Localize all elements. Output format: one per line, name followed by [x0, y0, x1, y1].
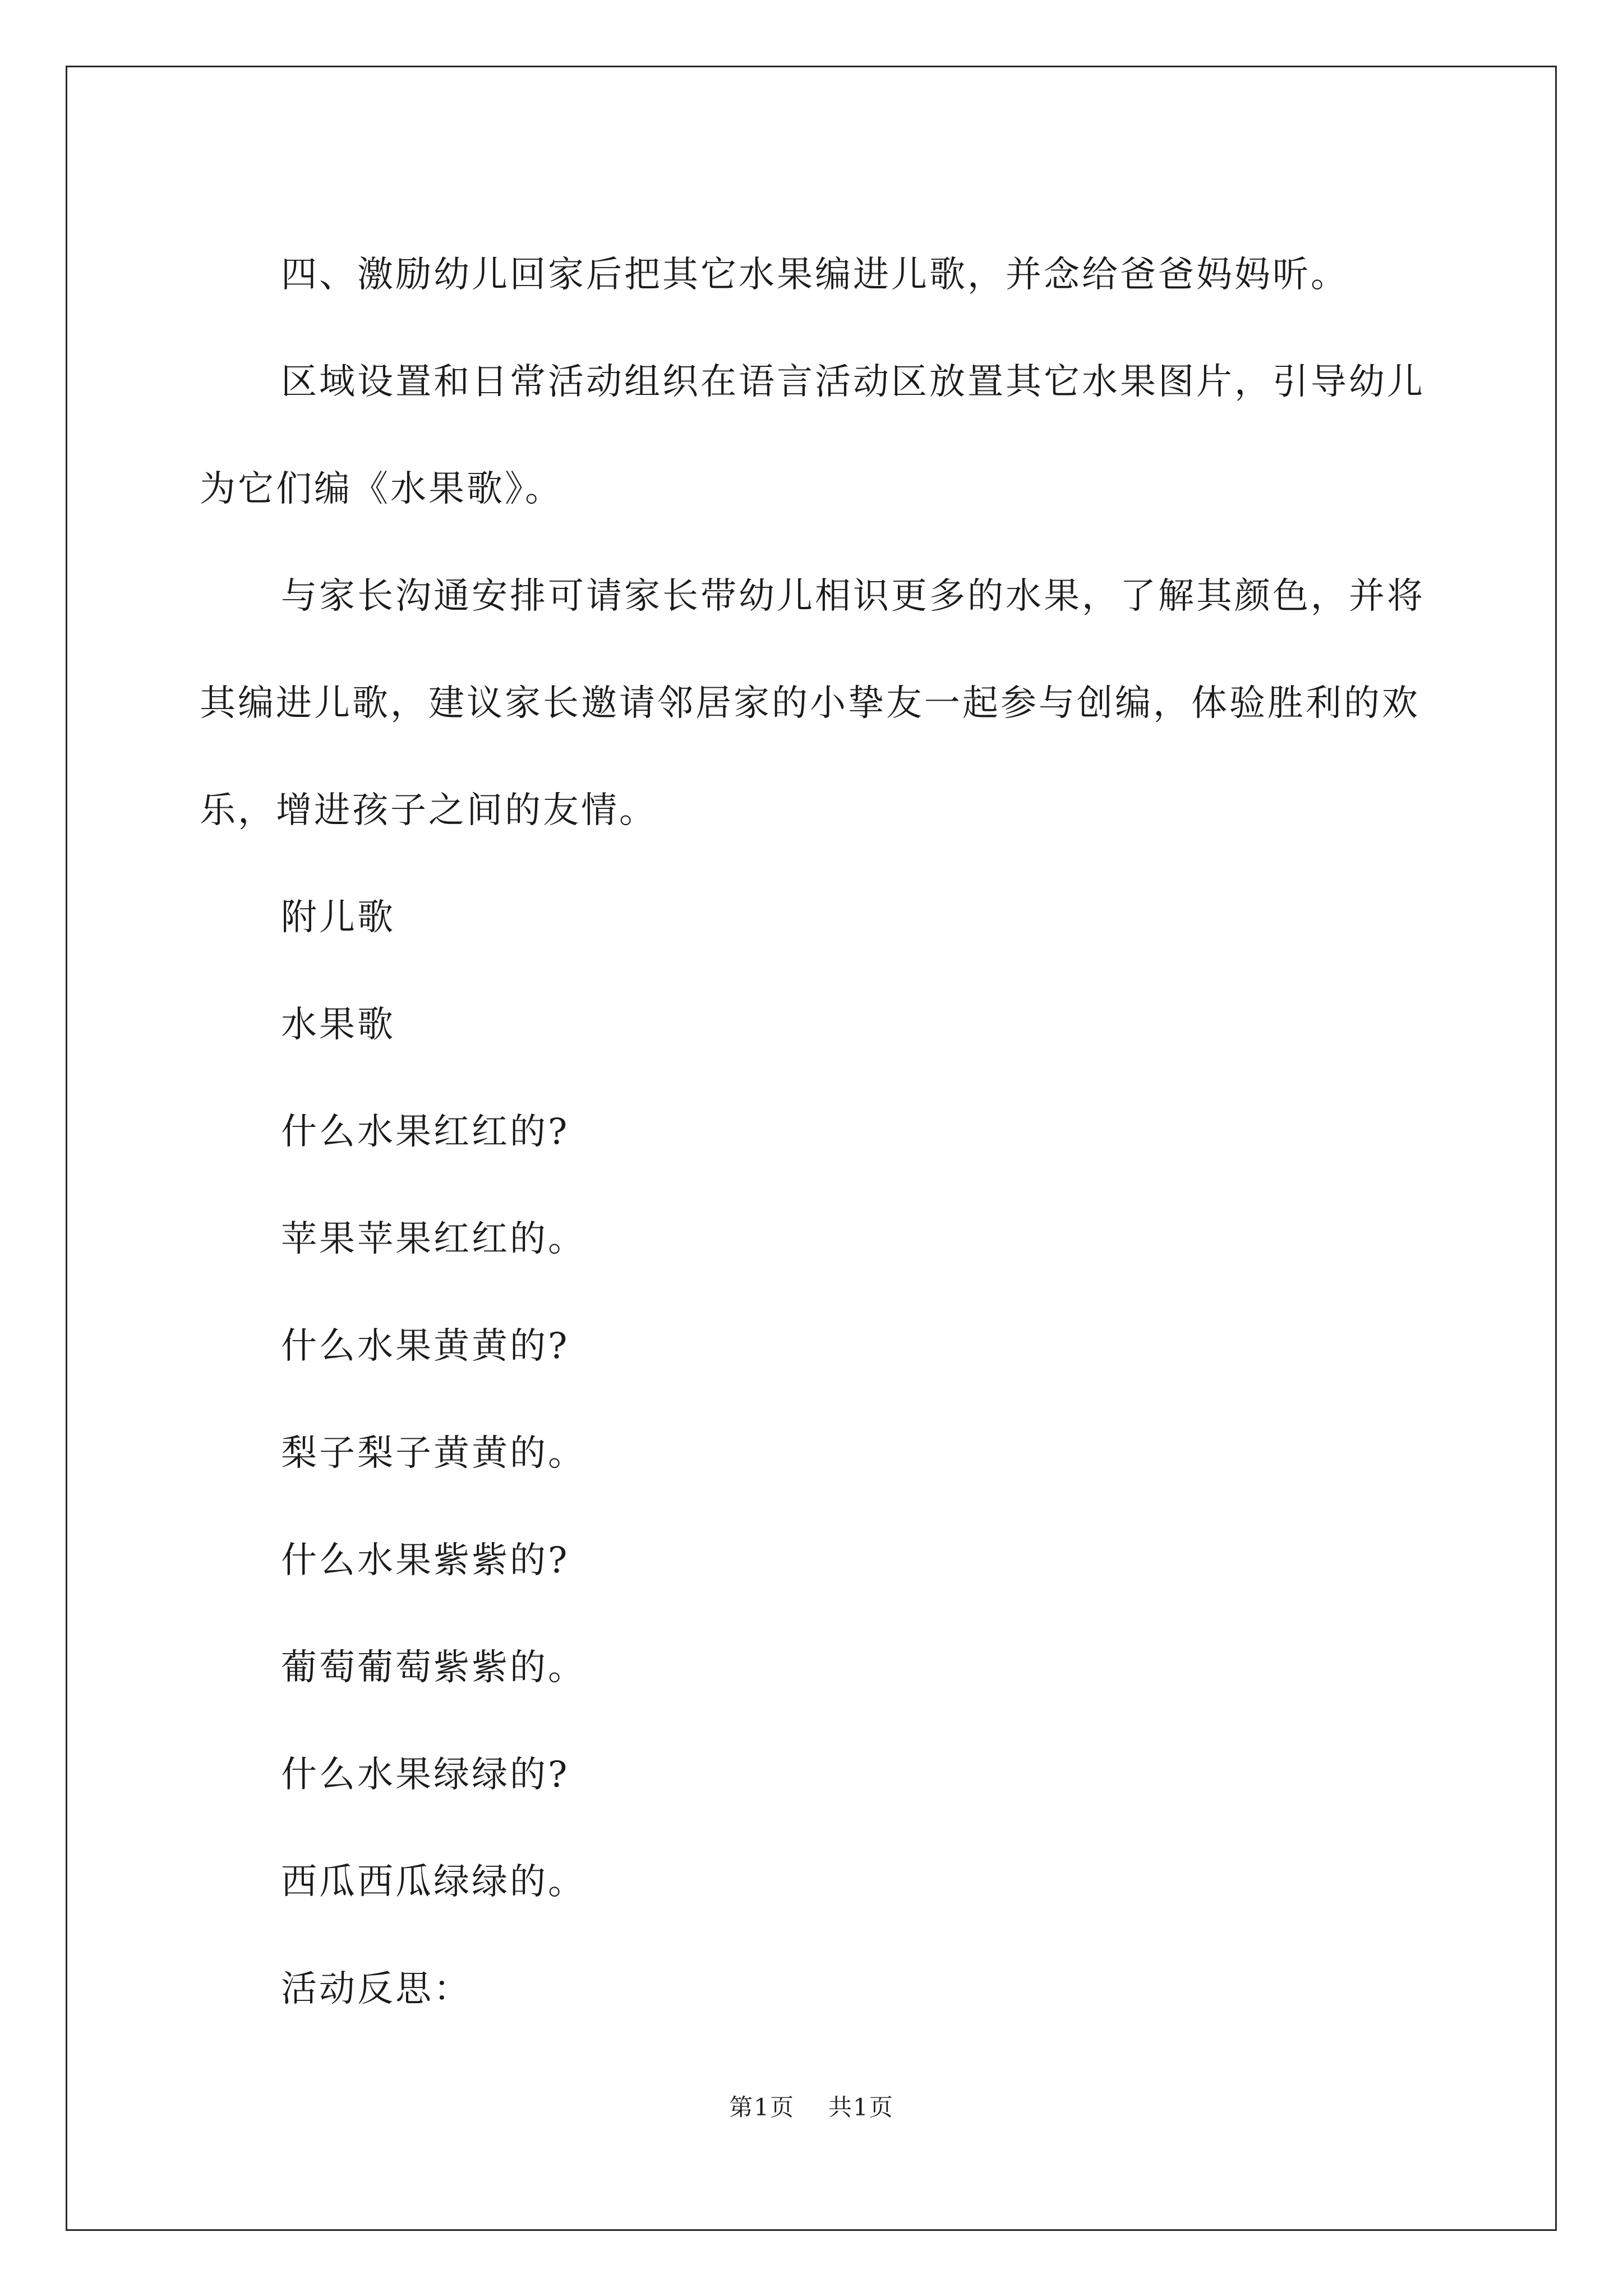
poem-line: 什么水果紫紫的? — [281, 1540, 570, 1581]
paragraph-step-four: 四、激励幼儿回家后把其它水果编进儿歌，并念给爸爸妈妈听。 — [281, 254, 1349, 296]
appendix-label: 附儿歌 — [281, 897, 395, 938]
poem-line: 苹果苹果红红的。 — [281, 1218, 586, 1260]
poem-line: 西瓜西瓜绿绿的。 — [281, 1861, 586, 1903]
page-number-total: 共1页 — [828, 2093, 894, 2121]
poem-line: 什么水果绿绿的? — [281, 1754, 570, 1796]
page-footer — [0, 2089, 1623, 2123]
poem-line: 什么水果红红的? — [281, 1111, 570, 1153]
paragraph-area-setup: 区域设置和日常活动组织在语言活动区放置其它水果图片，引导幼儿为它们编《水果歌》。 — [200, 361, 1425, 510]
reflection-label: 活动反思： — [281, 1968, 472, 2010]
poem-line: 葡萄葡萄紫紫的。 — [281, 1647, 586, 1688]
paragraph-parent-communication: 与家长沟通安排可请家长带幼儿相识更多的水果，了解其颜色，并将其编进儿歌，建议家长邀请邻居家的小挚友一起参与创编，体验胜利的欢乐，增进孩子之间的友情。 — [200, 576, 1425, 831]
poem-line: 什么水果黄黄的? — [281, 1326, 570, 1367]
document-body — [200, 222, 1433, 2043]
poem-title: 水果歌 — [281, 1004, 395, 1046]
page-number-current: 第1页 — [729, 2093, 795, 2121]
poem-line: 梨子梨子黄黄的。 — [281, 1433, 586, 1474]
